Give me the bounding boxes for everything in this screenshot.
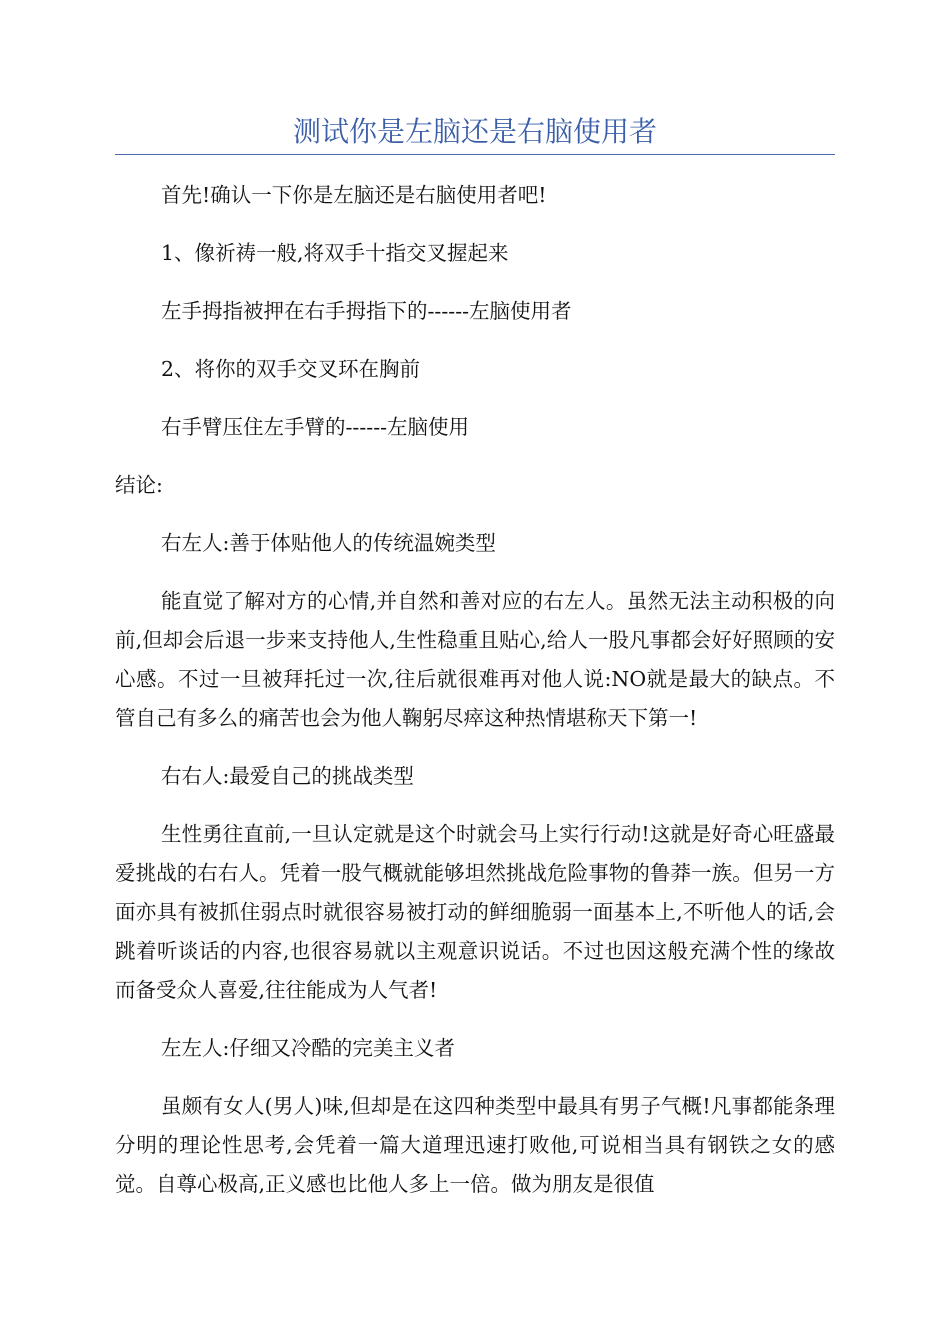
paragraph-conclusion-heading: 结论: xyxy=(115,473,163,497)
paragraph-type-right-right-heading: 右右人:最爱自己的挑战类型 xyxy=(161,764,414,788)
paragraph-type-left-left-heading: 左左人:仔细又冷酷的完美主义者 xyxy=(161,1036,455,1060)
document-title: 测试你是左脑还是右脑使用者 xyxy=(292,115,657,148)
paragraph-type-right-left-heading: 右左人:善于体贴他人的传统温婉类型 xyxy=(161,531,496,555)
title-underline xyxy=(115,154,835,155)
paragraph-step-1-result: 左手拇指被押在右手拇指下的------左脑使用者 xyxy=(161,299,572,323)
paragraph-step-2: 2、将你的双手交叉环在胸前 xyxy=(161,357,421,381)
paragraph-intro: 首先!确认一下你是左脑还是右脑使用者吧! xyxy=(161,183,547,207)
document-body xyxy=(115,176,835,1204)
paragraph-type-right-right-body: 生性勇往直前,一旦认定就是这个时就会马上实行行动!这就是好奇心旺盛最爱挑战的右右人。凭着一股气概就能够坦然挑战危险事物的鲁莽一族。但另一方面亦具有被抓住弱点时就很容易被打动的鲜细脆弱一面基本上,不听他人的话,会跳着听谈话的内容,也很容易就以主观意识说话。不过也因这般充满个性的缘故而备受众人喜爱,往往能成为人气者! xyxy=(115,822,835,1002)
paragraph-type-left-left-body: 虽颇有女人(男人)味,但却是在这四种类型中最具有男子气概!凡事都能条理分明的理论性思考,会凭着一篇大道理迅速打败他,可说相当具有钢铁之女的感觉。自尊心极高,正义感也比他人多上一倍。做为朋友是很值 xyxy=(115,1094,835,1196)
paragraph-type-right-left-body: 能直觉了解对方的心情,并自然和善对应的右左人。虽然无法主动积极的向前,但却会后退一步来支持他人,生性稳重且贴心,给人一股凡事都会好好照顾的安心感。不过一旦被拜托过一次,往后就很难再对他人说:NO就是最大的缺点。不管自己有多么的痛苦也会为他人鞠躬尽瘁这种热情堪称天下第一! xyxy=(115,589,835,730)
paragraph-step-1: 1、像祈祷一般,将双手十指交叉握起来 xyxy=(161,241,509,265)
paragraph-step-2-result: 右手臂压住左手臂的------左脑使用 xyxy=(161,415,470,439)
